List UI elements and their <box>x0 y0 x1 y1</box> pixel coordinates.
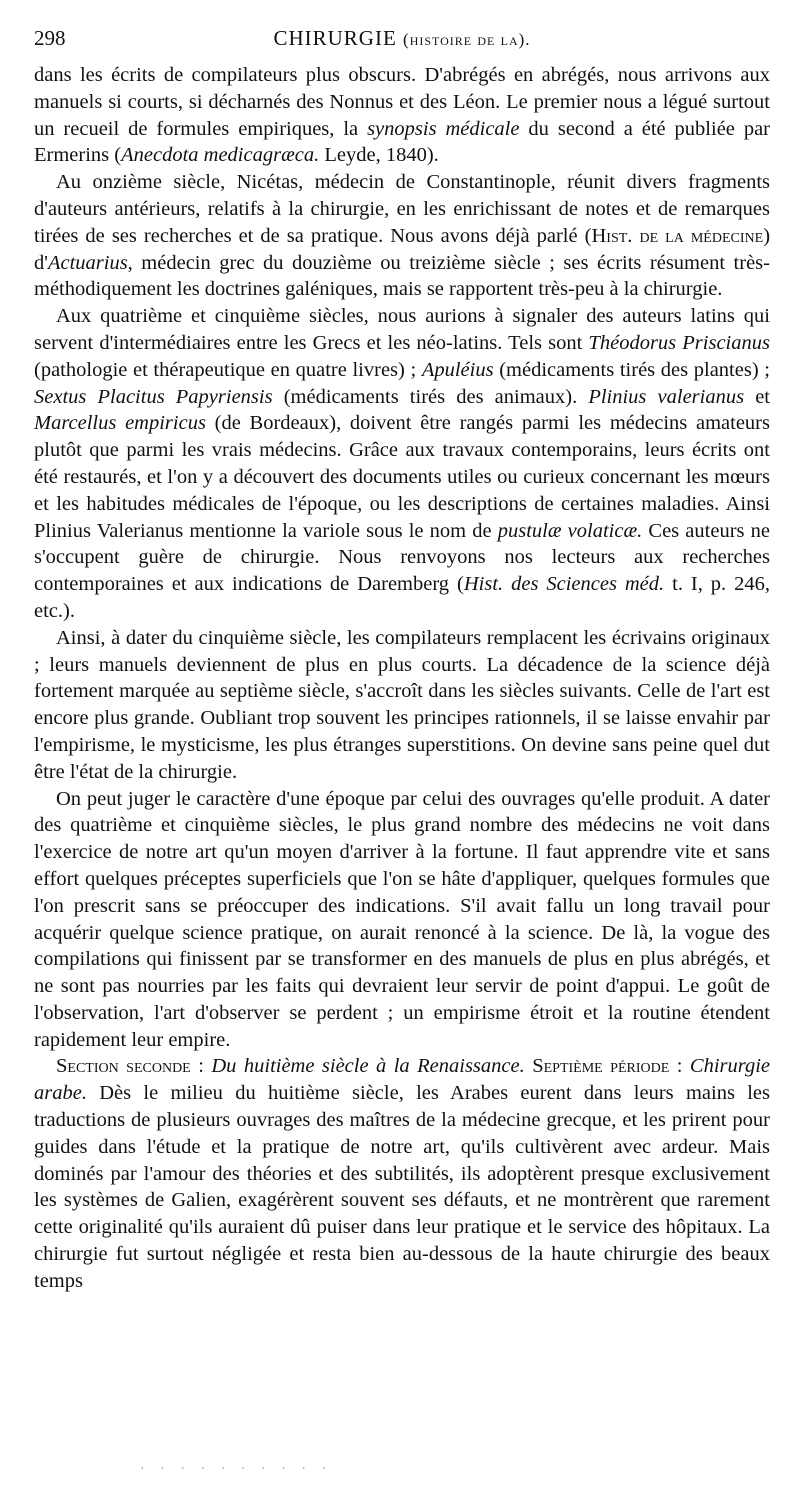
text-segment: (médicaments tirés des animaux). <box>272 385 589 408</box>
text-segment: et <box>744 385 770 408</box>
book-page <box>34 26 770 1295</box>
paragraph <box>34 625 770 786</box>
text-segment: t. I, p. 246, etc.). <box>34 573 770 622</box>
running-title <box>34 26 770 51</box>
italic-text: pustulæ volaticæ. <box>497 519 643 542</box>
text-segment: dans les écrits de compilateurs plus obscurs. D'abrégés en abrégés, nous arrivons aux manuels si courts, si décharnés des Nonnus et des Léon. Le premier nous a légué surtout un recueil de formules empiriques, la <box>34 64 770 140</box>
page-number: 298 <box>34 26 66 50</box>
footer-scan-marks: · · · · · · · · · · <box>140 1462 333 1477</box>
text-segment: Dès le milieu du huitième siècle, les Arabes eurent dans leurs mains les traductions de plusieurs ouvrages des maîtres de la médecine grecque, et les prirent pour guides dans l'étude et la pratique de notre art, qu'ils cultivèrent avec ardeur. Mais dominés par l'amour des théories et des subtilités, ils adoptèrent presque exclusivement les systèmes de Galien, exagérèrent souvent ses défauts, et ne montrèrent que rarement cette originalité qu'ils auraient dû puiser dans leur pratique et le service des hôpitaux. La chirurgie fut surtout négligée et resta bien au-dessous de la haute chirurgie des beaux temps <box>34 1082 770 1292</box>
text-segment: (pathologie et thérapeutique en quatre livres) ; <box>34 358 422 381</box>
body-text <box>34 62 770 1295</box>
paragraph <box>34 786 770 1054</box>
running-title-sub: (histoire de la). <box>403 30 531 49</box>
italic-text: Du huitième siècle à la Renaissance. <box>211 1055 525 1078</box>
italic-text: Anecdota medicagræca. <box>121 144 320 167</box>
italic-text: Sextus Placitus Papyriensis <box>34 385 273 408</box>
text-segment: Leyde, 1840). <box>319 144 439 167</box>
small-caps-text: Section seconde <box>56 1055 191 1078</box>
text-segment: Ainsi, à dater du cinquième siècle, les compilateurs remplacent les écrivains originaux ; leurs manuels deviennent de plus en plus courts. La décadence de la science déjà fortement marquée au septième siècle, s'accroît dans les siècles suivants. Celle de l'art est encore plus grande. Oubliant trop souvent les principes rationnels, il se laisse envahir par l'empirisme, le mysticisme, les plus étranges superstitions. On devine sans peine quel dut être l'état de la chirurgie. <box>34 626 770 783</box>
running-title-main: CHIRURGIE <box>273 26 397 50</box>
text-segment: : <box>190 1055 212 1078</box>
italic-text: Plinius valerianus <box>588 385 745 408</box>
small-caps-text: Hist. de la médecine <box>591 224 764 247</box>
text-segment: Au onzième siècle, Nicétas, médecin de Constantinople, réunit divers fragments d'auteurs antérieurs, relatifs à la chirurgie, en les enrichissant de notes et de remarques tirées de ses recherches et de sa pratique. Nous avons déjà parlé ( <box>34 171 770 247</box>
text-segment: Aux quatrième et cinquième siècles, nous aurions à signaler des auteurs latins qui servent d'intermédiaires entre les Grecs et les néo-latins. Tels sont <box>34 305 770 354</box>
paragraph <box>34 62 770 169</box>
italic-text: Apuléius <box>421 358 494 381</box>
running-header <box>34 26 770 62</box>
text-segment: (médicaments tirés des plantes) ; <box>493 358 770 381</box>
text-segment: On peut juger le caractère d'une époque par celui des ouvrages qu'elle produit. A dater des quatrième et cinquième siècles, le plus grand nombre des médecins ne voit dans l'exercice de notre art qu'un moyen d'arriver à la fortune. Il faut apprendre vite et sans effort quelques préceptes superficiels que l'on se hâte d'appliquer, quelques formules que l'on prescrit sans se préoccuper des indications. S'il avait fallu un long travail pour acquérir quelque science pratique, on aurait renoncé à la science. De là, la vogue des compilations qui finissent par se transformer en des manuels de plus en plus abrégés, et ne sont pas nourries par les faits qui devraient leur servir de point d'appui. Le goût de l'observation, l'art d'observer se perdent ; un empirisme étroit et la routine étendent rapidement leur empire. <box>34 787 770 1051</box>
text-segment: Ces auteurs ne s'occupent guère de chirurgie. Nous renvoyons nos lecteurs aux recherches contemporaines et aux indications de Daremberg ( <box>34 519 771 596</box>
text-segment: (de Bordeaux), doivent être rangés parmi les médecins amateurs plutôt que parmi les vrais médecins. Grâce aux travaux contemporains, leurs écrits ont été restaurés, et l'on y a découvert des documents utiles ou curieux concernant les mœurs et les habitudes médicales de l'époque, ou les descriptions de certaines maladies. Ainsi Plinius Valerianus mentionne la variole sous le nom de <box>34 412 770 542</box>
italic-text: Marcellus empiricus <box>34 412 206 435</box>
italic-text: Hist. des Sciences méd. <box>463 573 665 596</box>
small-caps-text: Septième période <box>532 1055 670 1078</box>
text-segment: , médecin grec du douzième ou treizième siècle ; ses écrits résument très-méthodiquement les doctrines galéniques, mais se rapportent très-peu à la chirurgie. <box>34 251 770 301</box>
italic-text: Chirurgie arabe. <box>34 1055 770 1105</box>
paragraph <box>34 303 770 625</box>
text-segment: ) d' <box>34 224 771 274</box>
text-segment: du second a été publiée par Ermerins ( <box>34 117 770 167</box>
italic-text: Théodorus Priscianus <box>588 331 770 354</box>
text-segment: : <box>669 1055 690 1078</box>
italic-text: synopsis médicale <box>367 117 520 140</box>
paragraph <box>34 169 770 303</box>
paragraph <box>34 1053 770 1294</box>
italic-text: Actuarius <box>47 251 128 274</box>
